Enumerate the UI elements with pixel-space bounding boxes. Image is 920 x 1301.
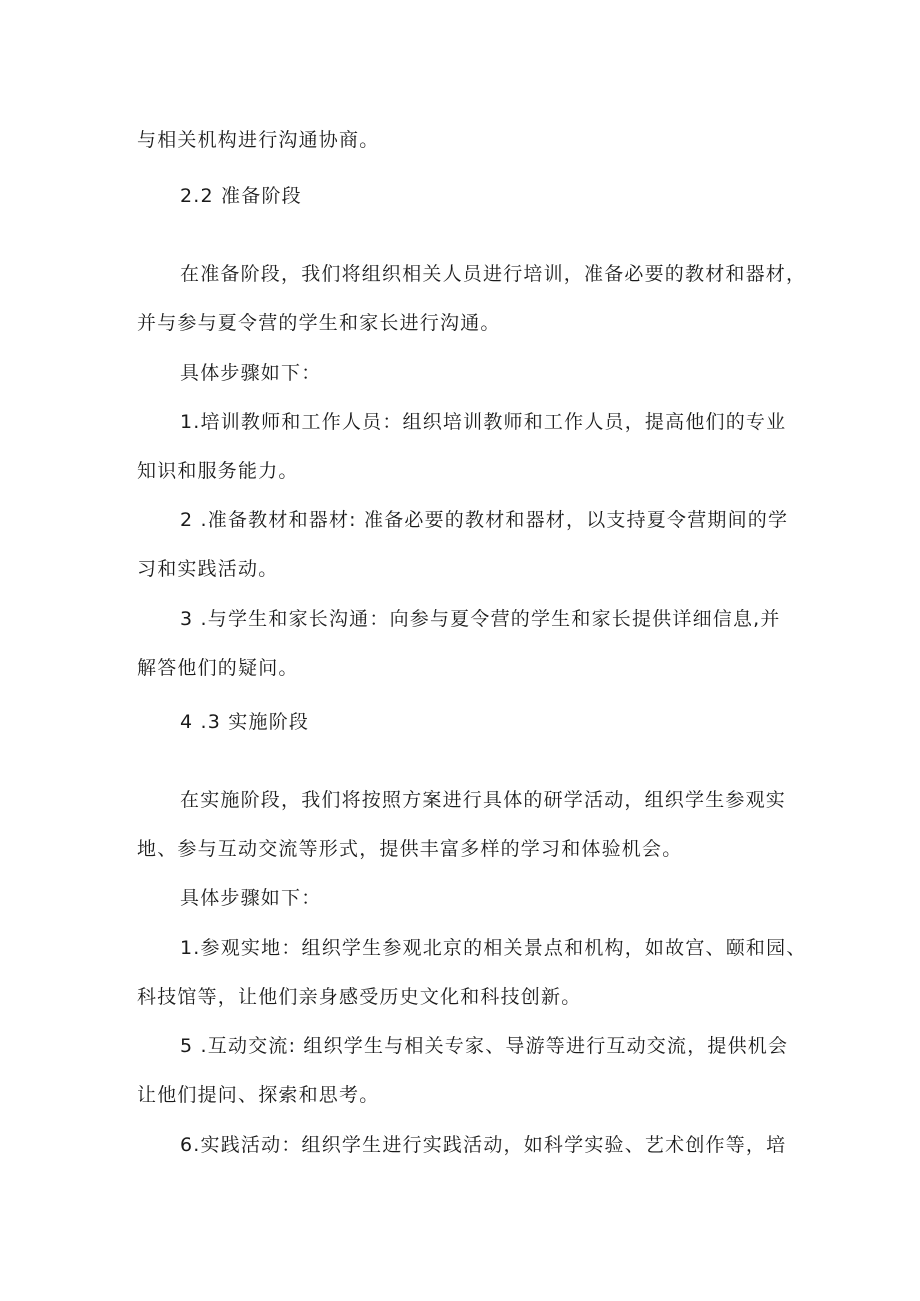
list-item-line: 6.实践活动：组织学生进行实践活动，如科学实验、艺术创作等，培: [180, 1134, 787, 1156]
section-heading: 2.2 准备阶段: [180, 185, 302, 207]
paragraph-line: 在准备阶段，我们将组织相关人员进行培训，准备必要的教材和器材，: [180, 263, 807, 285]
list-item-line: 5 .互动交流: 组织学生与相关专家、导游等进行互动交流，提供机会: [180, 1035, 789, 1057]
paragraph-line: 与相关机构进行沟通协商。: [137, 129, 380, 151]
list-item-line: 知识和服务能力。: [137, 460, 299, 482]
list-item-line: 1.培训教师和工作人员：组织培训教师和工作人员，提高他们的专业: [180, 411, 787, 433]
list-item-line: 习和实践活动。: [137, 558, 279, 580]
list-item-line: 让他们提问、探索和思考。: [137, 1084, 380, 1106]
paragraph-line: 并与参与夏令营的学生和家长进行沟通。: [137, 312, 501, 334]
paragraph-line: 具体步骤如下：: [180, 887, 322, 909]
list-item-line: 2 .准备教材和器材: 准备必要的教材和器材，以支持夏令营期间的学: [180, 509, 789, 531]
section-heading: 4 .3 实施阶段: [180, 711, 310, 733]
list-item-line: 1.参观实地：组织学生参观北京的相关景点和机构，如故宫、颐和园、: [180, 937, 807, 959]
list-item-line: 3 .与学生和家长沟通：向参与夏令营的学生和家长提供详细信息,并: [180, 608, 781, 630]
list-item-line: 科技馆等，让他们亲身感受历史文化和科技创新。: [137, 986, 582, 1008]
paragraph-line: 具体步骤如下：: [180, 362, 322, 384]
paragraph-line: 地、参与互动交流等形式，提供丰富多样的学习和体验机会。: [137, 838, 683, 860]
paragraph-line: 在实施阶段，我们将按照方案进行具体的研学活动，组织学生参观实: [180, 789, 787, 811]
list-item-line: 解答他们的疑问。: [137, 657, 299, 679]
